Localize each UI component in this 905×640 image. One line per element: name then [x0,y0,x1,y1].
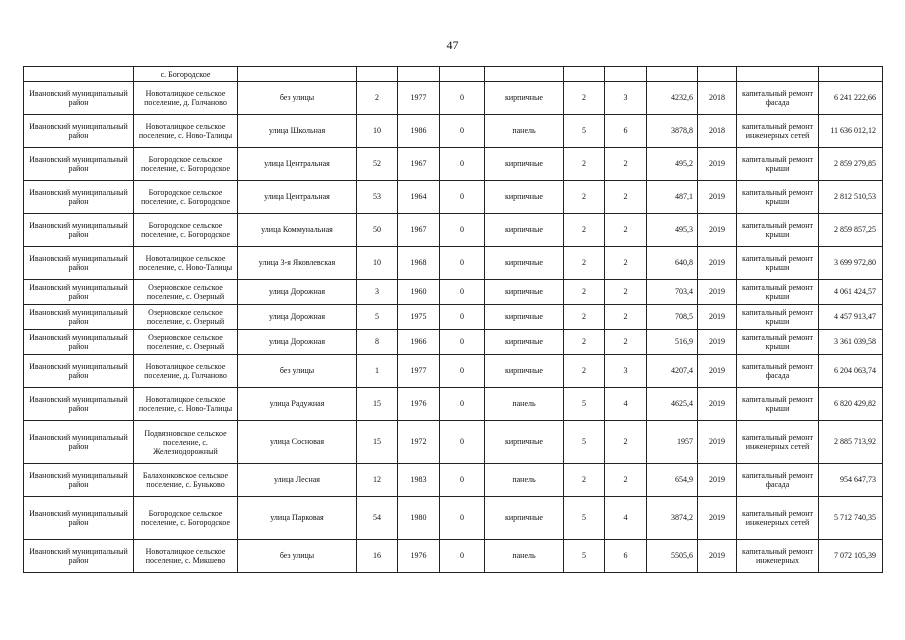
cell-area: 495,3 [647,214,698,247]
cell-year [398,67,440,82]
cell-floors: 2 [564,280,605,305]
cell-house: 2 [357,82,398,115]
cell-col6: 0 [440,148,485,181]
cell-material: панель [485,464,564,497]
cell-material: кирпичные [485,330,564,355]
cell-col6: 0 [440,181,485,214]
cell-entrances: 6 [605,540,647,573]
cell-district: Ивановский муниципальный район [24,214,134,247]
cell-cost: 7 072 105,39 [819,540,883,573]
cell-settlement: Богородское сельское поселение, с. Богородское [134,497,238,540]
cell-house: 5 [357,305,398,330]
cell-plan-year: 2019 [698,330,737,355]
cell-col6: 0 [440,115,485,148]
cell-entrances: 2 [605,305,647,330]
cell-settlement: Озерновское сельское поселение, с. Озерный [134,280,238,305]
cell-house: 50 [357,214,398,247]
cell-district: Ивановский муниципальный район [24,330,134,355]
cell-material: кирпичные [485,355,564,388]
cell-district: Ивановский муниципальный район [24,115,134,148]
cell-plan-year: 2019 [698,540,737,573]
cell-house: 3 [357,280,398,305]
cell-settlement: Озерновское сельское поселение, с. Озерный [134,330,238,355]
cell-work: капитальный ремонт крыши [737,181,819,214]
cell-col6: 0 [440,497,485,540]
cell-entrances: 6 [605,115,647,148]
cell-floors: 2 [564,148,605,181]
cell-street: улица Центральная [238,181,357,214]
cell-col6: 0 [440,247,485,280]
cell-house: 54 [357,497,398,540]
cell-district: Ивановский муниципальный район [24,540,134,573]
cell-year: 1967 [398,148,440,181]
cell-floors: 5 [564,540,605,573]
table-row [24,148,883,181]
cell-floors: 2 [564,214,605,247]
cell-col6: 0 [440,82,485,115]
cell-col6: 0 [440,464,485,497]
cell-year: 1967 [398,214,440,247]
cell-work: капитальный ремонт фасада [737,355,819,388]
cell-work: капитальный ремонт крыши [737,388,819,421]
cell-house: 10 [357,115,398,148]
cell-house: 1 [357,355,398,388]
cell-year: 1972 [398,421,440,464]
cell-material: кирпичные [485,280,564,305]
cell-street: улица Школьная [238,115,357,148]
cell-work: капитальный ремонт инженерных сетей [737,421,819,464]
cell-cost: 6 820 429,82 [819,388,883,421]
cell-work: капитальный ремонт инженерных сетей [737,497,819,540]
cell-street: улица Коммунальная [238,214,357,247]
cell-year: 1976 [398,540,440,573]
cell-entrances: 2 [605,464,647,497]
cell-street: улица Центральная [238,148,357,181]
cell-street: улица Дорожная [238,280,357,305]
cell-district: Ивановский муниципальный район [24,247,134,280]
cell-area: 708,5 [647,305,698,330]
cell-plan-year: 2018 [698,115,737,148]
cell-cost: 2 859 857,25 [819,214,883,247]
cell-house [357,67,398,82]
cell-material: кирпичные [485,305,564,330]
cell-col6: 0 [440,330,485,355]
cell-material: кирпичные [485,421,564,464]
cell-street [238,67,357,82]
cell-cost: 2 859 279,85 [819,148,883,181]
cell-cost: 2 812 510,53 [819,181,883,214]
cell-area: 4625,4 [647,388,698,421]
cell-area: 1957 [647,421,698,464]
cell-entrances: 2 [605,280,647,305]
table-row [24,388,883,421]
cell-work [737,67,819,82]
cell-district: Ивановский муниципальный район [24,280,134,305]
cell-street: улица Сосновая [238,421,357,464]
cell-cost: 3 361 039,58 [819,330,883,355]
cell-col6: 0 [440,214,485,247]
cell-cost: 4 457 913,47 [819,305,883,330]
table-row [24,540,883,573]
cell-year: 1980 [398,497,440,540]
cell-house: 52 [357,148,398,181]
cell-work: капитальный ремонт крыши [737,214,819,247]
cell-material: кирпичные [485,181,564,214]
cell-cost [819,67,883,82]
cell-house: 15 [357,421,398,464]
cell-col6: 0 [440,280,485,305]
cell-street: улица 3-я Яковлевская [238,247,357,280]
cell-area: 4207,4 [647,355,698,388]
cell-work: капитальный ремонт крыши [737,148,819,181]
cell-work: капитальный ремонт инженерных [737,540,819,573]
cell-area: 703,4 [647,280,698,305]
cell-area: 487,1 [647,181,698,214]
cell-floors: 2 [564,247,605,280]
cell-settlement: Балахонковское сельское поселение, с. Буньково [134,464,238,497]
cell-work: капитальный ремонт крыши [737,330,819,355]
cell-district: Ивановский муниципальный район [24,82,134,115]
table-row [24,214,883,247]
cell-entrances: 2 [605,247,647,280]
cell-settlement: Богородское сельское поселение, с. Богородское [134,181,238,214]
table-row [24,464,883,497]
cell-cost: 954 647,73 [819,464,883,497]
cell-district: Ивановский муниципальный район [24,181,134,214]
cell-street: без улицы [238,82,357,115]
cell-cost: 3 699 972,80 [819,247,883,280]
cell-year: 1976 [398,388,440,421]
cell-district: Ивановский муниципальный район [24,464,134,497]
cell-settlement: Новоталицкое сельское поселение, д. Голчаново [134,355,238,388]
cell-area: 3874,2 [647,497,698,540]
cell-area: 4232,6 [647,82,698,115]
cell-col6: 0 [440,305,485,330]
cell-area: 495,2 [647,148,698,181]
cell-year: 1975 [398,305,440,330]
cell-col6: 0 [440,540,485,573]
cell-year: 1960 [398,280,440,305]
cell-year: 1966 [398,330,440,355]
table-body [24,67,883,573]
cell-floors: 5 [564,388,605,421]
cell-entrances: 2 [605,330,647,355]
table-row [24,355,883,388]
cell-material [485,67,564,82]
cell-district: Ивановский муниципальный район [24,355,134,388]
continuation-row [24,67,883,82]
cell-plan-year: 2019 [698,247,737,280]
cell-entrances [605,67,647,82]
cell-street: улица Дорожная [238,305,357,330]
cell-col6: 0 [440,388,485,421]
cell-house: 53 [357,181,398,214]
cell-settlement: Богородское сельское поселение, с. Богородское [134,214,238,247]
table-row [24,330,883,355]
cell-street: улица Парковая [238,497,357,540]
page-number: 47 [446,38,459,52]
cell-street: улица Дорожная [238,330,357,355]
table-row [24,305,883,330]
cell-year: 1964 [398,181,440,214]
cell-material: кирпичные [485,247,564,280]
cell-street: без улицы [238,540,357,573]
cell-cost: 4 061 424,57 [819,280,883,305]
cell-col6: 0 [440,421,485,464]
cell-area: 5505,6 [647,540,698,573]
cell-settlement: Новоталицкое сельское поселение, с. Ново-Талицы [134,247,238,280]
cell-settlement: Богородское сельское поселение, с. Богородское [134,148,238,181]
cell-street: улица Радужная [238,388,357,421]
cell-house: 10 [357,247,398,280]
cell-settlement: Новоталицкое сельское поселение, с. Микшево [134,540,238,573]
table-row [24,181,883,214]
cell-district [24,67,134,82]
cell-settlement: Подвязновское сельское поселение, с. Железнодорожный [134,421,238,464]
cell-cost: 5 712 740,35 [819,497,883,540]
cell-year: 1968 [398,247,440,280]
table-row [24,421,883,464]
cell-house: 12 [357,464,398,497]
cell-floors: 5 [564,497,605,540]
cell-work: капитальный ремонт фасада [737,464,819,497]
cell-cost: 6 204 063,74 [819,355,883,388]
cell-area [647,67,698,82]
cell-plan-year: 2019 [698,214,737,247]
cell-floors: 2 [564,330,605,355]
cell-plan-year: 2019 [698,280,737,305]
cell-settlement: с. Богородское [134,67,238,82]
cell-district: Ивановский муниципальный район [24,497,134,540]
cell-district: Ивановский муниципальный район [24,148,134,181]
cell-material: кирпичные [485,82,564,115]
cell-house: 16 [357,540,398,573]
cell-entrances: 2 [605,214,647,247]
cell-entrances: 3 [605,82,647,115]
cell-year: 1983 [398,464,440,497]
cell-floors: 2 [564,355,605,388]
cell-work: капитальный ремонт крыши [737,280,819,305]
cell-street: без улицы [238,355,357,388]
cell-house: 15 [357,388,398,421]
cell-entrances: 4 [605,388,647,421]
cell-work: капитальный ремонт крыши [737,305,819,330]
cell-work: капитальный ремонт инженерных сетей [737,115,819,148]
cell-material: кирпичные [485,497,564,540]
cell-material: панель [485,540,564,573]
cell-plan-year: 2019 [698,181,737,214]
cell-plan-year: 2019 [698,497,737,540]
cell-floors: 2 [564,464,605,497]
cell-entrances: 2 [605,148,647,181]
cell-area: 3878,8 [647,115,698,148]
cell-floors: 2 [564,82,605,115]
cell-year: 1986 [398,115,440,148]
cell-area: 640,8 [647,247,698,280]
cell-entrances: 4 [605,497,647,540]
cell-cost: 6 241 222,66 [819,82,883,115]
cell-work: капитальный ремонт крыши [737,247,819,280]
cell-entrances: 3 [605,355,647,388]
cell-material: панель [485,388,564,421]
cell-settlement: Новоталицкое сельское поселение, д. Голчаново [134,82,238,115]
cell-plan-year: 2019 [698,421,737,464]
cell-plan-year: 2019 [698,388,737,421]
cell-plan-year: 2018 [698,82,737,115]
cell-work: капитальный ремонт фасада [737,82,819,115]
cell-house: 8 [357,330,398,355]
cell-plan-year: 2019 [698,464,737,497]
cell-floors: 2 [564,181,605,214]
cell-year: 1977 [398,355,440,388]
cell-plan-year: 2019 [698,305,737,330]
table-row [24,247,883,280]
cell-district: Ивановский муниципальный район [24,388,134,421]
cell-year: 1977 [398,82,440,115]
cell-district: Ивановский муниципальный район [24,421,134,464]
cell-settlement: Озерновское сельское поселение, с. Озерный [134,305,238,330]
cell-plan-year: 2019 [698,355,737,388]
cell-settlement: Новоталицкое сельское поселение, с. Ново-Талицы [134,388,238,421]
cell-material: панель [485,115,564,148]
cell-floors: 5 [564,421,605,464]
housing-repair-table [23,66,883,573]
cell-area: 654,9 [647,464,698,497]
cell-plan-year: 2019 [698,148,737,181]
cell-district: Ивановский муниципальный район [24,305,134,330]
cell-col6 [440,67,485,82]
cell-entrances: 2 [605,421,647,464]
cell-floors [564,67,605,82]
table-row [24,115,883,148]
cell-material: кирпичные [485,148,564,181]
cell-material: кирпичные [485,214,564,247]
cell-col6: 0 [440,355,485,388]
cell-settlement: Новоталицкое сельское поселение, с. Ново-Талицы [134,115,238,148]
table-row [24,82,883,115]
cell-cost: 11 636 012,12 [819,115,883,148]
cell-floors: 2 [564,305,605,330]
table-row [24,497,883,540]
cell-entrances: 2 [605,181,647,214]
cell-street: улица Лесная [238,464,357,497]
cell-area: 516,9 [647,330,698,355]
cell-plan-year [698,67,737,82]
table-row [24,280,883,305]
cell-cost: 2 885 713,92 [819,421,883,464]
cell-floors: 5 [564,115,605,148]
